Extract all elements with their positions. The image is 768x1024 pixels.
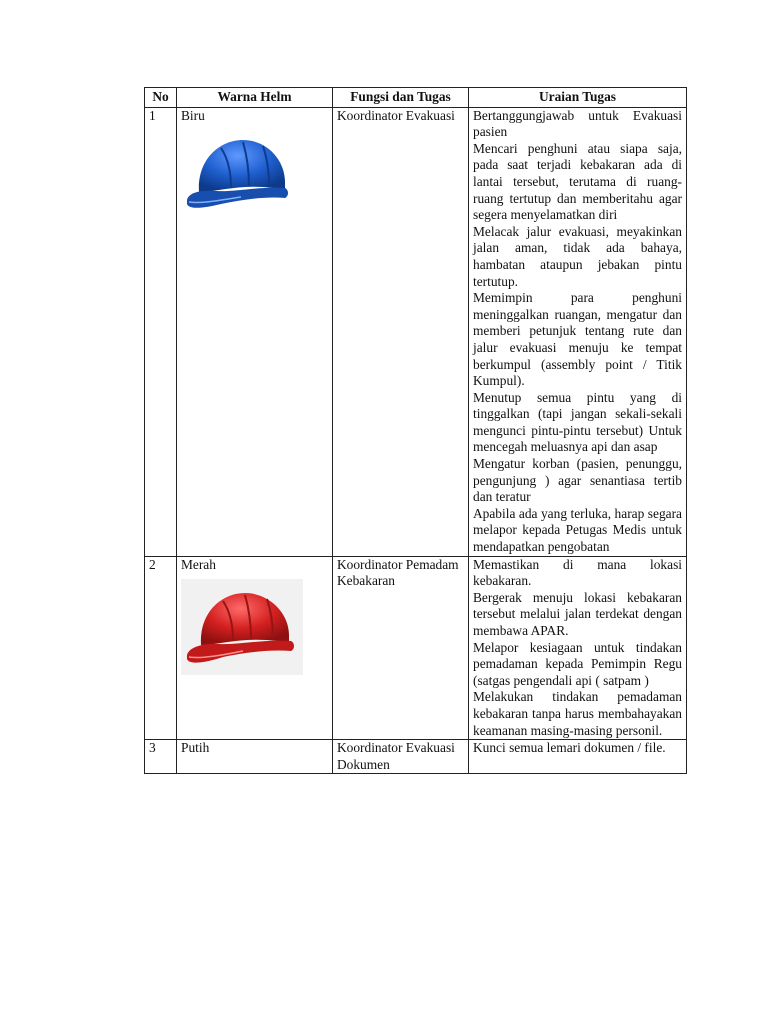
duty-item: Melakukan tindakan pemadaman kebakaran tanpa harus membahayakan keamanan masing-masing personil. [473, 689, 682, 738]
header-uraian-tugas: Uraian Tugas [469, 88, 687, 108]
header-no: No [145, 88, 177, 108]
table-row [145, 107, 687, 556]
red-helmet-image [181, 579, 303, 675]
cell-uraian [469, 107, 687, 556]
cell-warna [177, 107, 333, 556]
cell-uraian [469, 740, 687, 774]
helmet-color-label: Biru [181, 107, 205, 123]
blue-helmet-image [181, 130, 293, 216]
duty-item: Memimpin para penghuni meninggalkan ruangan, mengatur dan memberi petunjuk tentang rute dan jalur evakuasi menuju ke tempat berkumpul (assembly point / Titik Kumpul). [473, 290, 682, 389]
duty-item: Mencari penghuni atau siapa saja, pada saat terjadi kebakaran ada di lantai tersebut, terutama di ruang-ruang tertutup dan memberitahu agar segera menyelamatkan diri [473, 140, 682, 223]
table-header-row [145, 88, 687, 108]
table-row [145, 556, 687, 740]
duty-item: Melapor kesiagaan untuk tindakan pemadaman kepada Pemimpin Regu (satgas pengendali api ( satpam ) [473, 639, 682, 688]
header-warna-helm: Warna Helm [177, 88, 333, 108]
duty-item: Melacak jalur evakuasi, meyakinkan jalan aman, tidak ada bahaya, hambatan ataupun jebakan pintu tertutup. [473, 223, 682, 289]
cell-no: 3 [145, 740, 177, 774]
cell-warna [177, 556, 333, 740]
duty-item: Bertanggungjawab untuk Evakuasi pasien [473, 107, 682, 140]
cell-warna: Putih [177, 740, 333, 774]
header-fungsi-dan-tugas: Fungsi dan Tugas [333, 88, 469, 108]
cell-uraian [469, 556, 687, 740]
cell-fungsi: Koordinator Evakuasi [333, 107, 469, 556]
duty-item: Memastikan di mana lokasi kebakaran. [473, 556, 682, 589]
cell-no: 1 [145, 107, 177, 556]
table-row [145, 740, 687, 774]
helmet-color-label: Merah [181, 556, 216, 572]
duty-item: Mengatur korban (pasien, penunggu, pengunjung ) agar senantiasa tertib dan teratur [473, 456, 682, 505]
duty-item: Menutup semua pintu yang di tinggalkan (tapi jangan sekali-sekali mengunci pintu-pintu tersebut) Untuk mencegah meluasnya api dan asap [473, 389, 682, 455]
duty-item: Bergerak menuju lokasi kebakaran tersebut melalui jalan terdekat dengan membawa APAR. [473, 589, 682, 638]
duty-item: Kunci semua lemari dokumen / file. [473, 740, 666, 756]
cell-no: 2 [145, 556, 177, 740]
helmet-duty-table [144, 87, 687, 774]
cell-fungsi: Koordinator Evakuasi Dokumen [333, 740, 469, 774]
duty-item: Apabila ada yang terluka, harap segara melapor kepada Petugas Medis untuk mendapatkan pengobatan [473, 505, 682, 555]
cell-fungsi: Koordinator Pemadam Kebakaran [333, 556, 469, 740]
